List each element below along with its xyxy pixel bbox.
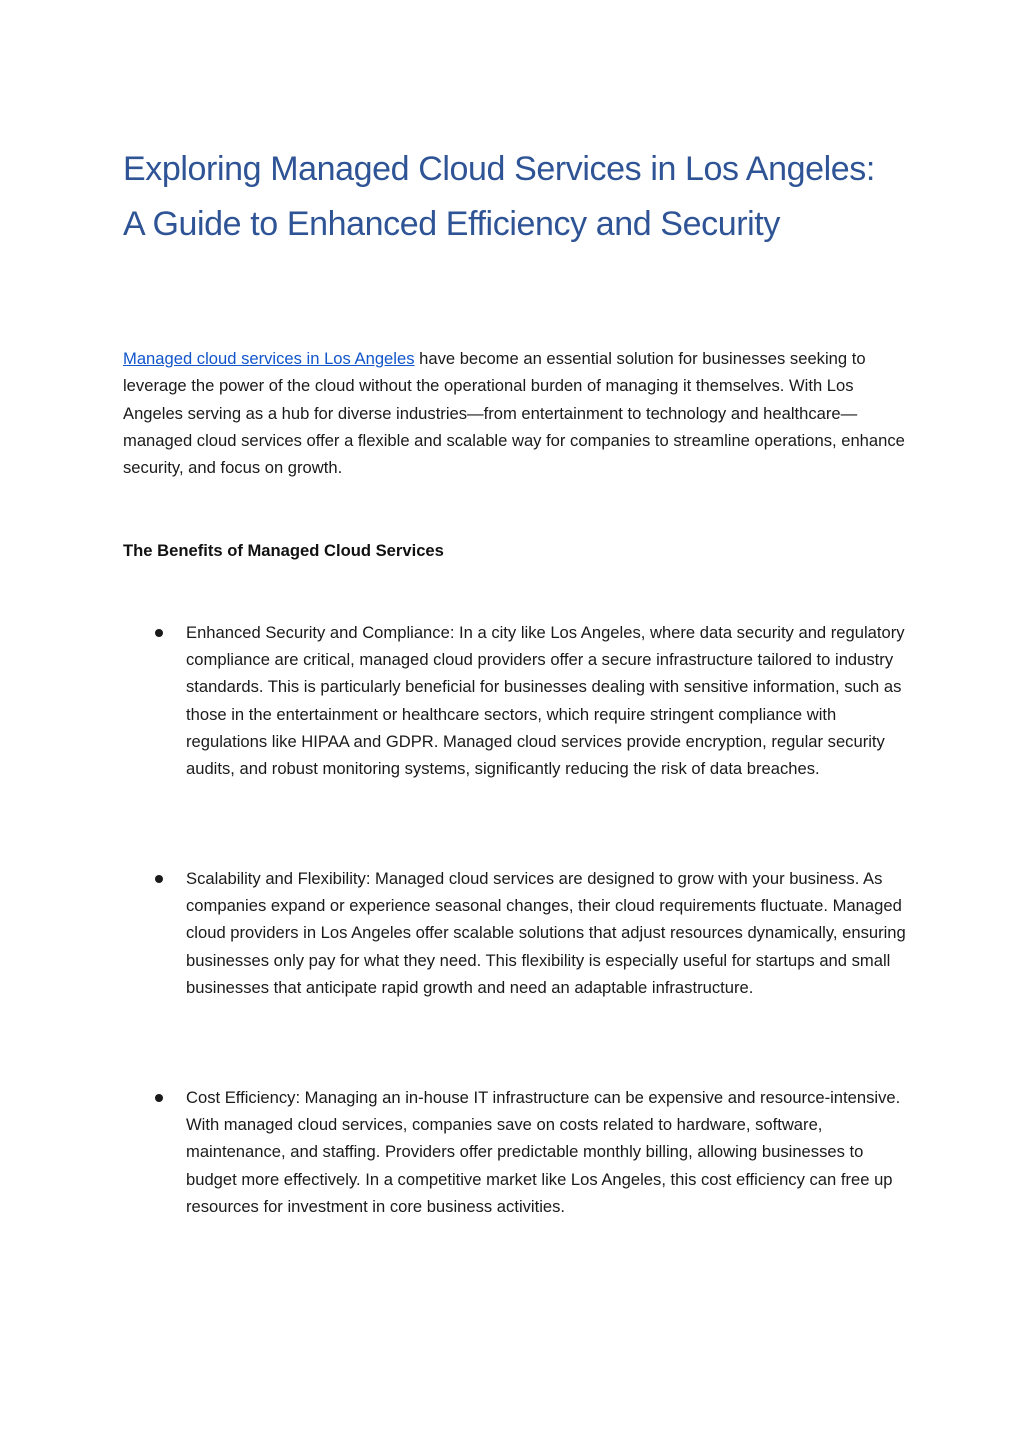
intro-text: have become an essential solution for businesses seeking to leverage the power of the cloud without the operational burden of managing it themselves. With Los Angeles serving as a hub for diverse industries—from entertainment to technology and healthcare—managed cloud services offer a flexible and scalable way for companies to streamline operations, enhance security, and focus on growth.	[123, 349, 905, 478]
bullet-item-cost: Cost Efficiency: Managing an in-house IT infrastructure can be expensive and resource-intensive. With managed cloud services, companies save on costs related to hardware, software, maintenance, and staffing. Providers offer predictable monthly billing, allowing businesses to budget more effectively. In a competitive market like Los Angeles, this cost efficiency can free up resources for investment in core business activities.	[186, 1088, 901, 1216]
section-heading: The Benefits of Managed Cloud Services	[123, 541, 444, 560]
bullet-dot-icon	[155, 1094, 163, 1102]
managed-cloud-services-link[interactable]: Managed cloud services in Los Angeles	[123, 349, 415, 368]
bullet-dot-icon	[155, 629, 163, 637]
bullet-item-scalability: Scalability and Flexibility: Managed cloud services are designed to grow with your business. As companies expand or experience seasonal changes, their cloud requirements fluctuate. Managed cloud providers in Los Angeles offer scalable solutions that adjust resources dynamically, ensuring businesses only pay for what they need. This flexibility is especially useful for startups and small businesses that anticipate rapid growth and need an adaptable infrastructure.	[186, 869, 906, 997]
bullet-item-security: Enhanced Security and Compliance: In a city like Los Angeles, where data security and regulatory compliance are critical, managed cloud providers offer a secure infrastructure tailored to industry standards. This is particularly beneficial for businesses dealing with sensitive information, such as those in the entertainment or healthcare sectors, which require stringent compliance with regulations like HIPAA and GDPR. Managed cloud services provide encryption, regular security audits, and robust monitoring systems, significantly reducing the risk of data breaches.	[186, 623, 905, 779]
intro-paragraph	[123, 345, 913, 481]
bullet-dot-icon	[155, 875, 163, 883]
document-title: Exploring Managed Cloud Services in Los Angeles: A Guide to Enhanced Efficiency and Security	[123, 150, 875, 243]
